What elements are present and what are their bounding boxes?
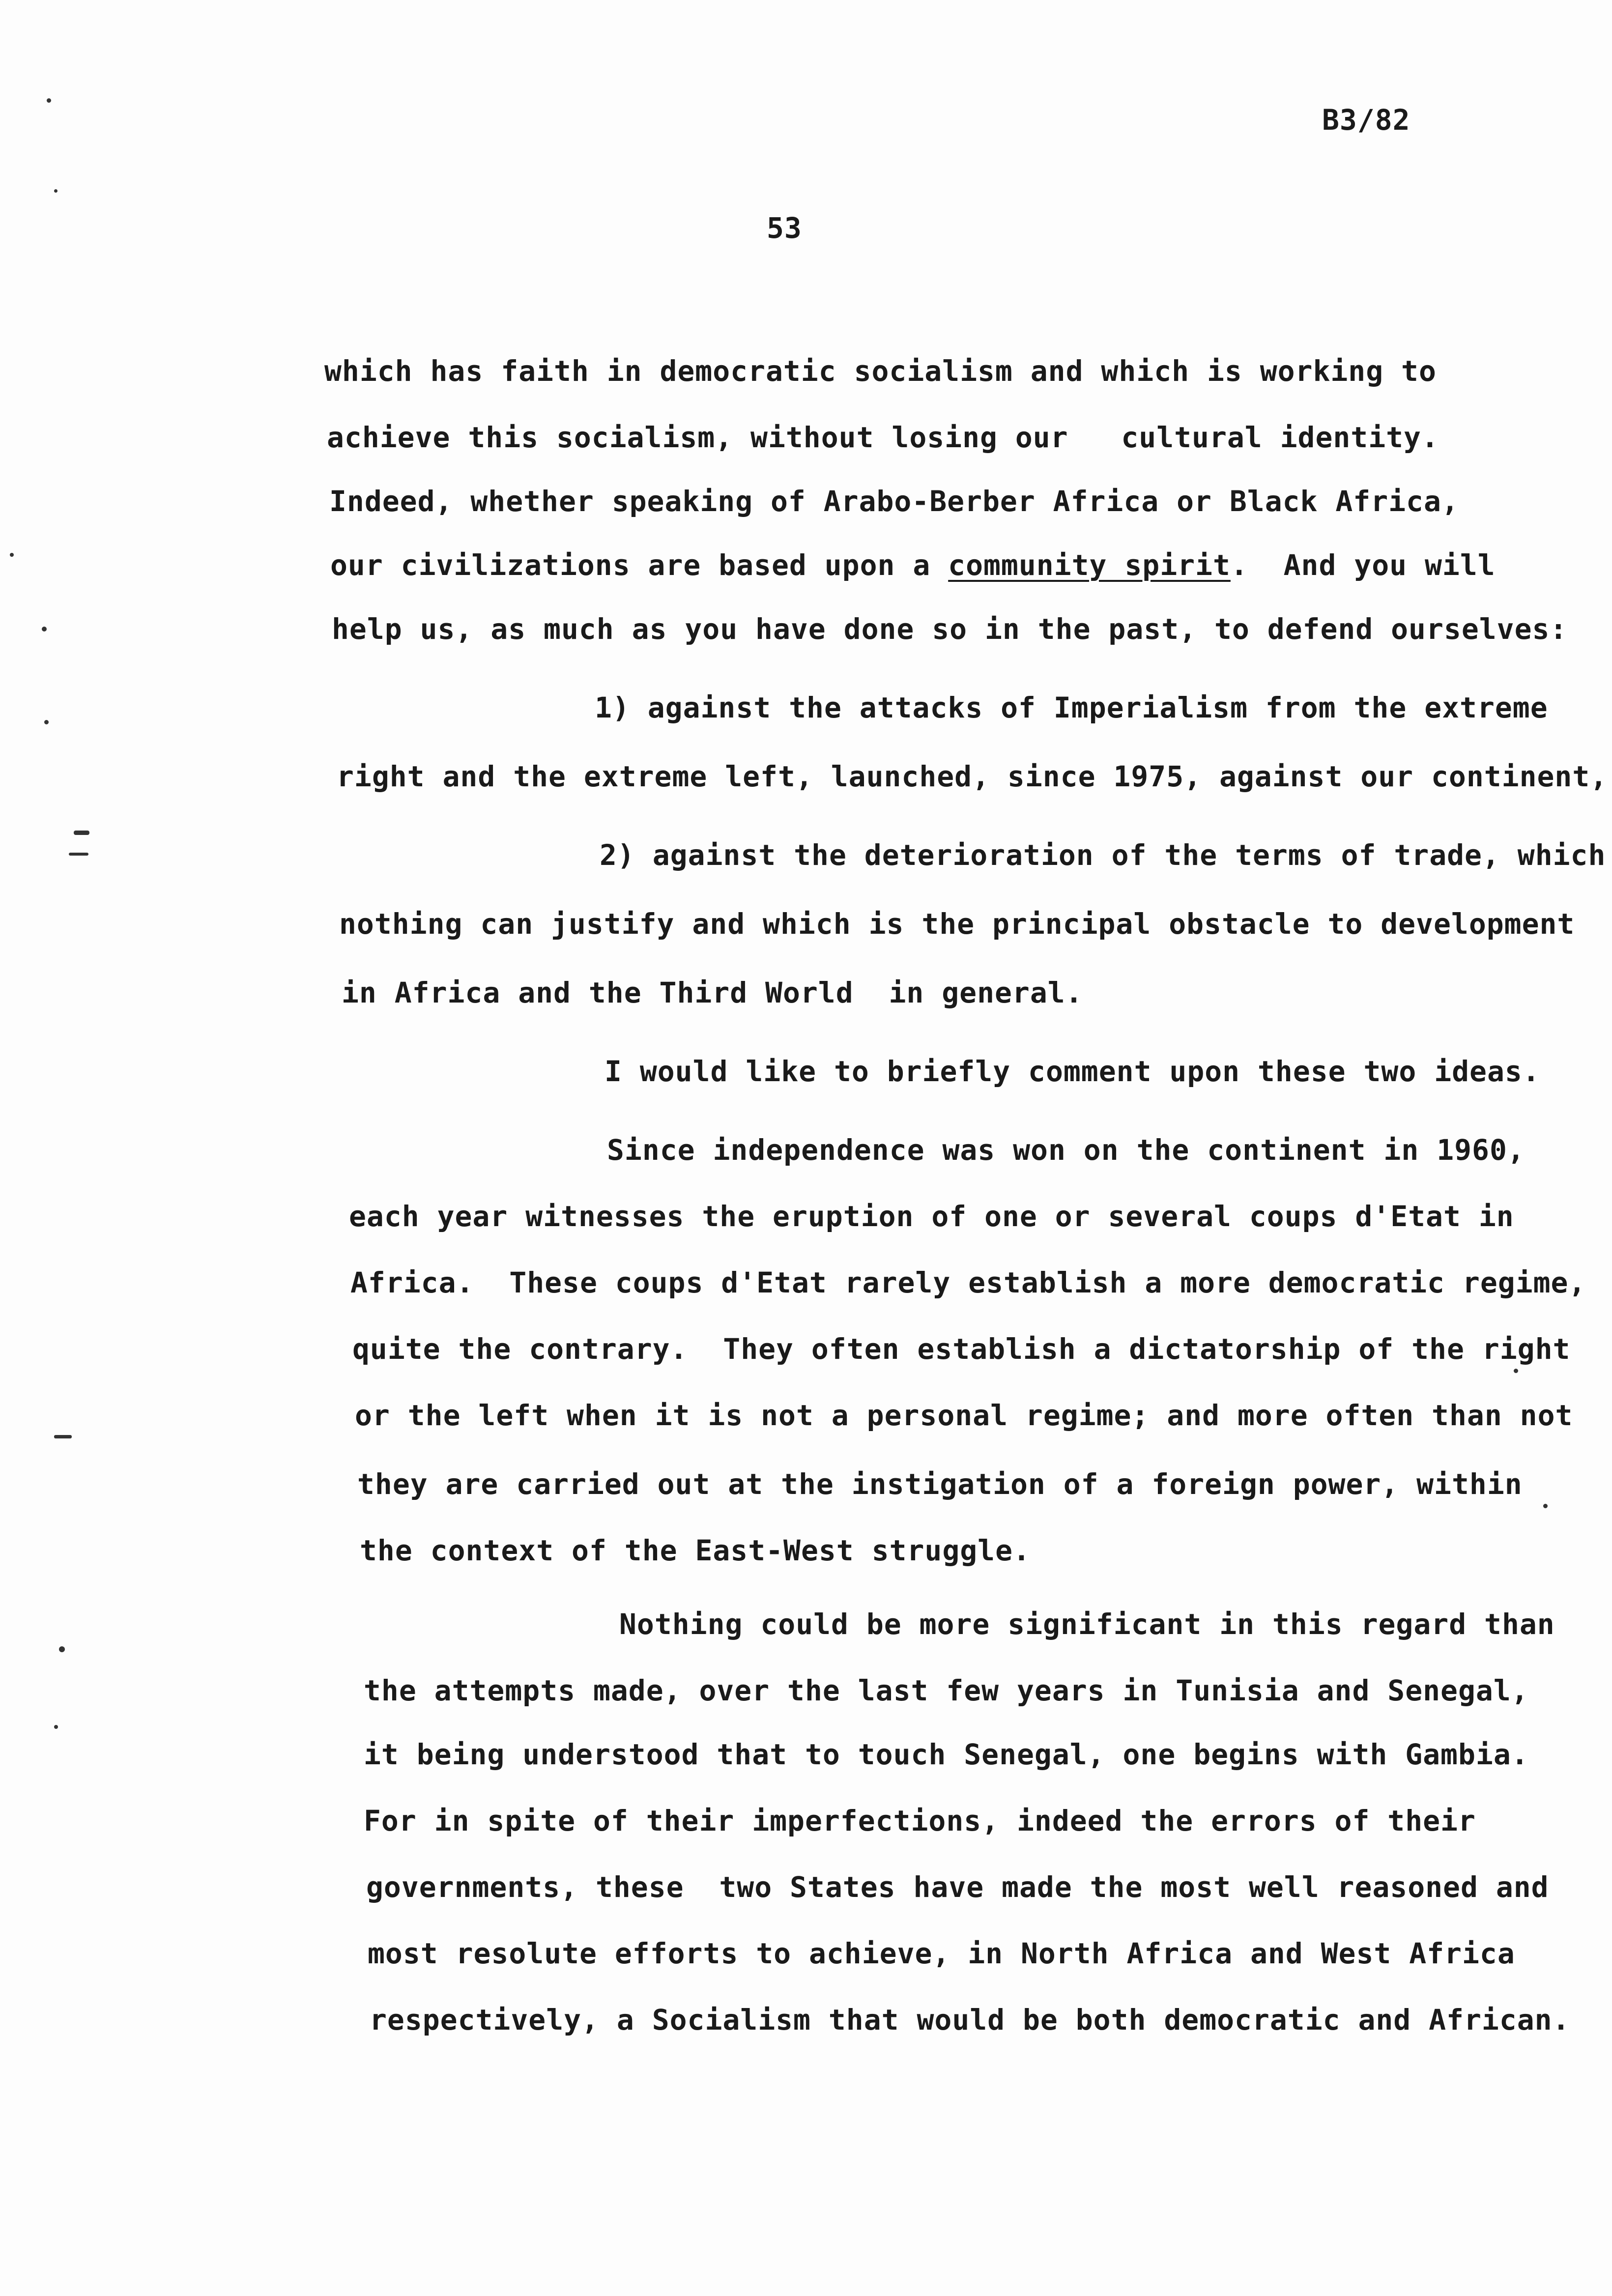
text-line: Nothing could be more significant in this regard than: [619, 1607, 1555, 1641]
text-line: respectively, a Socialism that would be both democratic and African.: [370, 2003, 1570, 2037]
scan-speck: [44, 720, 49, 724]
page-number: 53: [767, 211, 802, 245]
text-line: I would like to briefly comment upon these two ideas.: [604, 1055, 1540, 1088]
text-line: Since independence was won on the continent in 1960,: [607, 1133, 1525, 1167]
text-line: which has faith in democratic socialism and which is working to: [324, 354, 1437, 388]
text-line: Africa. These coups d'Etat rarely establish a more democratic regime,: [350, 1266, 1586, 1299]
scan-speck: [10, 553, 14, 557]
text-line: [330, 548, 1496, 582]
text-line: most resolute efforts to achieve, in North Africa and West Africa: [368, 1937, 1515, 1970]
scan-speck: [1543, 1504, 1548, 1508]
document-reference: B3/82: [1322, 103, 1410, 137]
underlined-phrase: community spirit: [948, 548, 1231, 582]
scan-speck: [54, 1435, 72, 1438]
text-span: our civilizations are based upon a: [330, 548, 949, 582]
text-line: it being understood that to touch Senegal, one begins with Gambia.: [364, 1738, 1529, 1771]
text-line: they are carried out at the instigation of a foreign power, within: [357, 1467, 1523, 1501]
scan-speck: [54, 1725, 58, 1729]
scan-speck: [54, 189, 58, 193]
list-item-1: 1) against the attacks of Imperialism from the extreme: [595, 691, 1548, 724]
text-span: . And you will: [1230, 548, 1496, 582]
text-line: For in spite of their imperfections, indeed the errors of their: [364, 1804, 1476, 1837]
text-line: right and the extreme left, launched, since 1975, against our continent,: [337, 760, 1608, 793]
scan-speck: [42, 627, 47, 631]
text-line: in Africa and the Third World in general.: [342, 976, 1083, 1009]
text-line: help us, as much as you have done so in the past, to defend ourselves:: [332, 612, 1568, 646]
text-line: each year witnesses the eruption of one or several coups d'Etat in: [349, 1200, 1514, 1233]
text-line: Indeed, whether speaking of Arabo-Berber Africa or Black Africa,: [329, 485, 1459, 518]
scan-speck: [59, 1646, 65, 1652]
text-line: governments, these two States have made the most well reasoned and: [366, 1870, 1549, 1904]
text-line: quite the contrary. They often establish a dictatorship of the right: [352, 1332, 1571, 1366]
scan-speck: [74, 831, 89, 835]
scan-speck: [1514, 1369, 1518, 1373]
text-line: nothing can justify and which is the principal obstacle to development: [339, 907, 1575, 941]
scan-speck: [69, 853, 88, 856]
list-item-2: 2) against the deterioration of the terms of trade, which: [600, 838, 1606, 872]
text-line: achieve this socialism, without losing our cultural identity.: [327, 421, 1439, 454]
text-line: the context of the East-West struggle.: [360, 1534, 1031, 1567]
text-line: or the left when it is not a personal regime; and more often than not: [355, 1399, 1573, 1432]
text-line: the attempts made, over the last few years in Tunisia and Senegal,: [364, 1674, 1529, 1707]
scan-speck: [47, 98, 51, 103]
